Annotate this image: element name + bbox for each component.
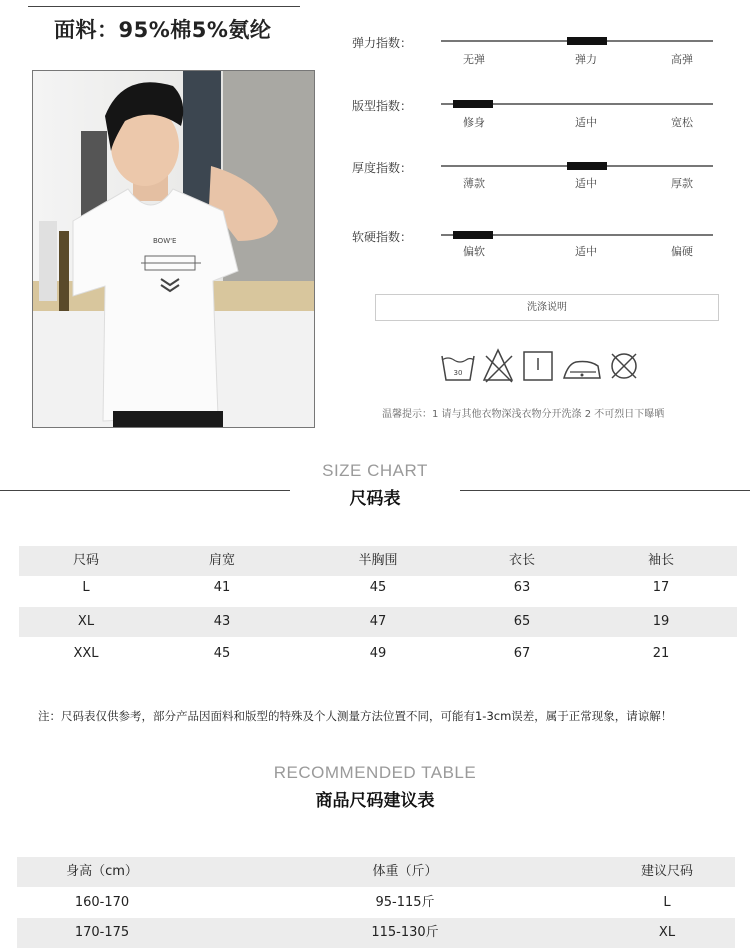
recommend-title-en: RECOMMENDED TABLE xyxy=(273,763,477,782)
table-row xyxy=(19,573,737,603)
table-cell: 160-170 xyxy=(74,895,130,910)
table-cell: L xyxy=(663,895,671,910)
no-bleach-icon xyxy=(484,350,512,382)
header-cell: 肩宽 xyxy=(208,553,235,568)
wash-temp: 30 xyxy=(453,369,463,377)
table-cell: 67 xyxy=(513,646,531,661)
no-dry-clean-icon xyxy=(612,354,636,378)
header-cell: 袖长 xyxy=(647,553,674,568)
wash-icons xyxy=(440,344,640,388)
size-chart-note: 注：尺码表仅供参考，部分产品因面料和版型的特殊及个人测量方法位置不同，可能有1-3cm误差，属于正常现象，请谅解！ xyxy=(38,709,673,723)
table-header-row xyxy=(17,857,735,887)
index-marker-elasticity xyxy=(567,37,607,45)
index-marker-fit xyxy=(453,100,493,108)
recommend-title-zh: 商品尺码建议表 xyxy=(315,791,435,811)
index-option: 适中 xyxy=(575,177,597,190)
index-option: 厚款 xyxy=(671,177,693,190)
table-header-row xyxy=(19,546,737,576)
table-cell: 45 xyxy=(213,646,231,661)
index-label-thickness: 厚度指数： xyxy=(352,161,413,175)
index-option: 宽松 xyxy=(671,116,693,129)
table-cell: L xyxy=(82,580,90,595)
header-cell: 建议尺码 xyxy=(640,864,693,879)
table-cell: 115-130斤 xyxy=(371,925,439,940)
fabric-composition: 面料：95%棉5%氨纶 xyxy=(54,18,272,42)
index-option: 高弹 xyxy=(671,53,693,66)
size-chart-title-en: SIZE CHART xyxy=(322,461,428,480)
index-option: 弹力 xyxy=(575,53,597,66)
table-cell: 19 xyxy=(652,614,670,629)
index-option: 薄款 xyxy=(463,177,485,190)
index-label-elasticity: 弹力指数： xyxy=(352,36,413,50)
table-row xyxy=(17,888,735,918)
table-row xyxy=(17,918,735,948)
table-cell: 49 xyxy=(369,646,387,661)
index-marker-softness xyxy=(453,231,493,239)
wash-instructions-title: 洗涤说明 xyxy=(375,294,719,321)
product-photo xyxy=(32,70,315,428)
table-cell: 63 xyxy=(513,580,531,595)
shirt-print-text: BOW'E xyxy=(153,237,177,245)
table-cell: 43 xyxy=(213,614,231,629)
table-cell: 45 xyxy=(369,580,387,595)
index-option: 偏软 xyxy=(463,245,485,258)
table-row xyxy=(19,639,737,669)
header-cell: 体重（斤） xyxy=(372,864,438,879)
index-option: 适中 xyxy=(575,245,597,258)
table-cell: XXL xyxy=(73,646,99,661)
table-cell: 65 xyxy=(513,614,531,629)
tumble-dry-icon xyxy=(524,352,552,380)
index-option: 无弹 xyxy=(463,53,485,66)
size-chart-title-zh: 尺码表 xyxy=(349,489,401,509)
table-cell: 47 xyxy=(369,614,387,629)
table-cell: 41 xyxy=(213,580,231,595)
header-cell: 半胸围 xyxy=(358,553,398,568)
table-cell: 170-175 xyxy=(74,925,130,940)
wash-30-icon xyxy=(442,356,474,380)
table-cell: 21 xyxy=(652,646,670,661)
wash-tip: 温馨提示：1 请与其他衣物深浅衣物分开洗涤 2 不可烈日下曝晒 xyxy=(382,409,665,420)
table-cell: 17 xyxy=(652,580,670,595)
index-option: 偏硬 xyxy=(671,245,693,258)
top-divider xyxy=(28,6,300,7)
table-cell: XL xyxy=(658,925,676,940)
iron-low-icon xyxy=(564,362,600,379)
index-label-softness: 软硬指数： xyxy=(352,230,413,244)
index-option: 适中 xyxy=(575,116,597,129)
index-label-fit: 版型指数： xyxy=(352,99,413,113)
header-cell: 衣长 xyxy=(508,553,535,568)
index-option: 修身 xyxy=(463,116,485,129)
header-cell: 尺码 xyxy=(72,553,99,568)
index-marker-thickness xyxy=(567,162,607,170)
table-cell: 95-115斤 xyxy=(375,895,435,910)
header-cell: 身高（cm） xyxy=(66,864,138,879)
table-row xyxy=(19,607,737,637)
table-cell: XL xyxy=(77,614,95,629)
